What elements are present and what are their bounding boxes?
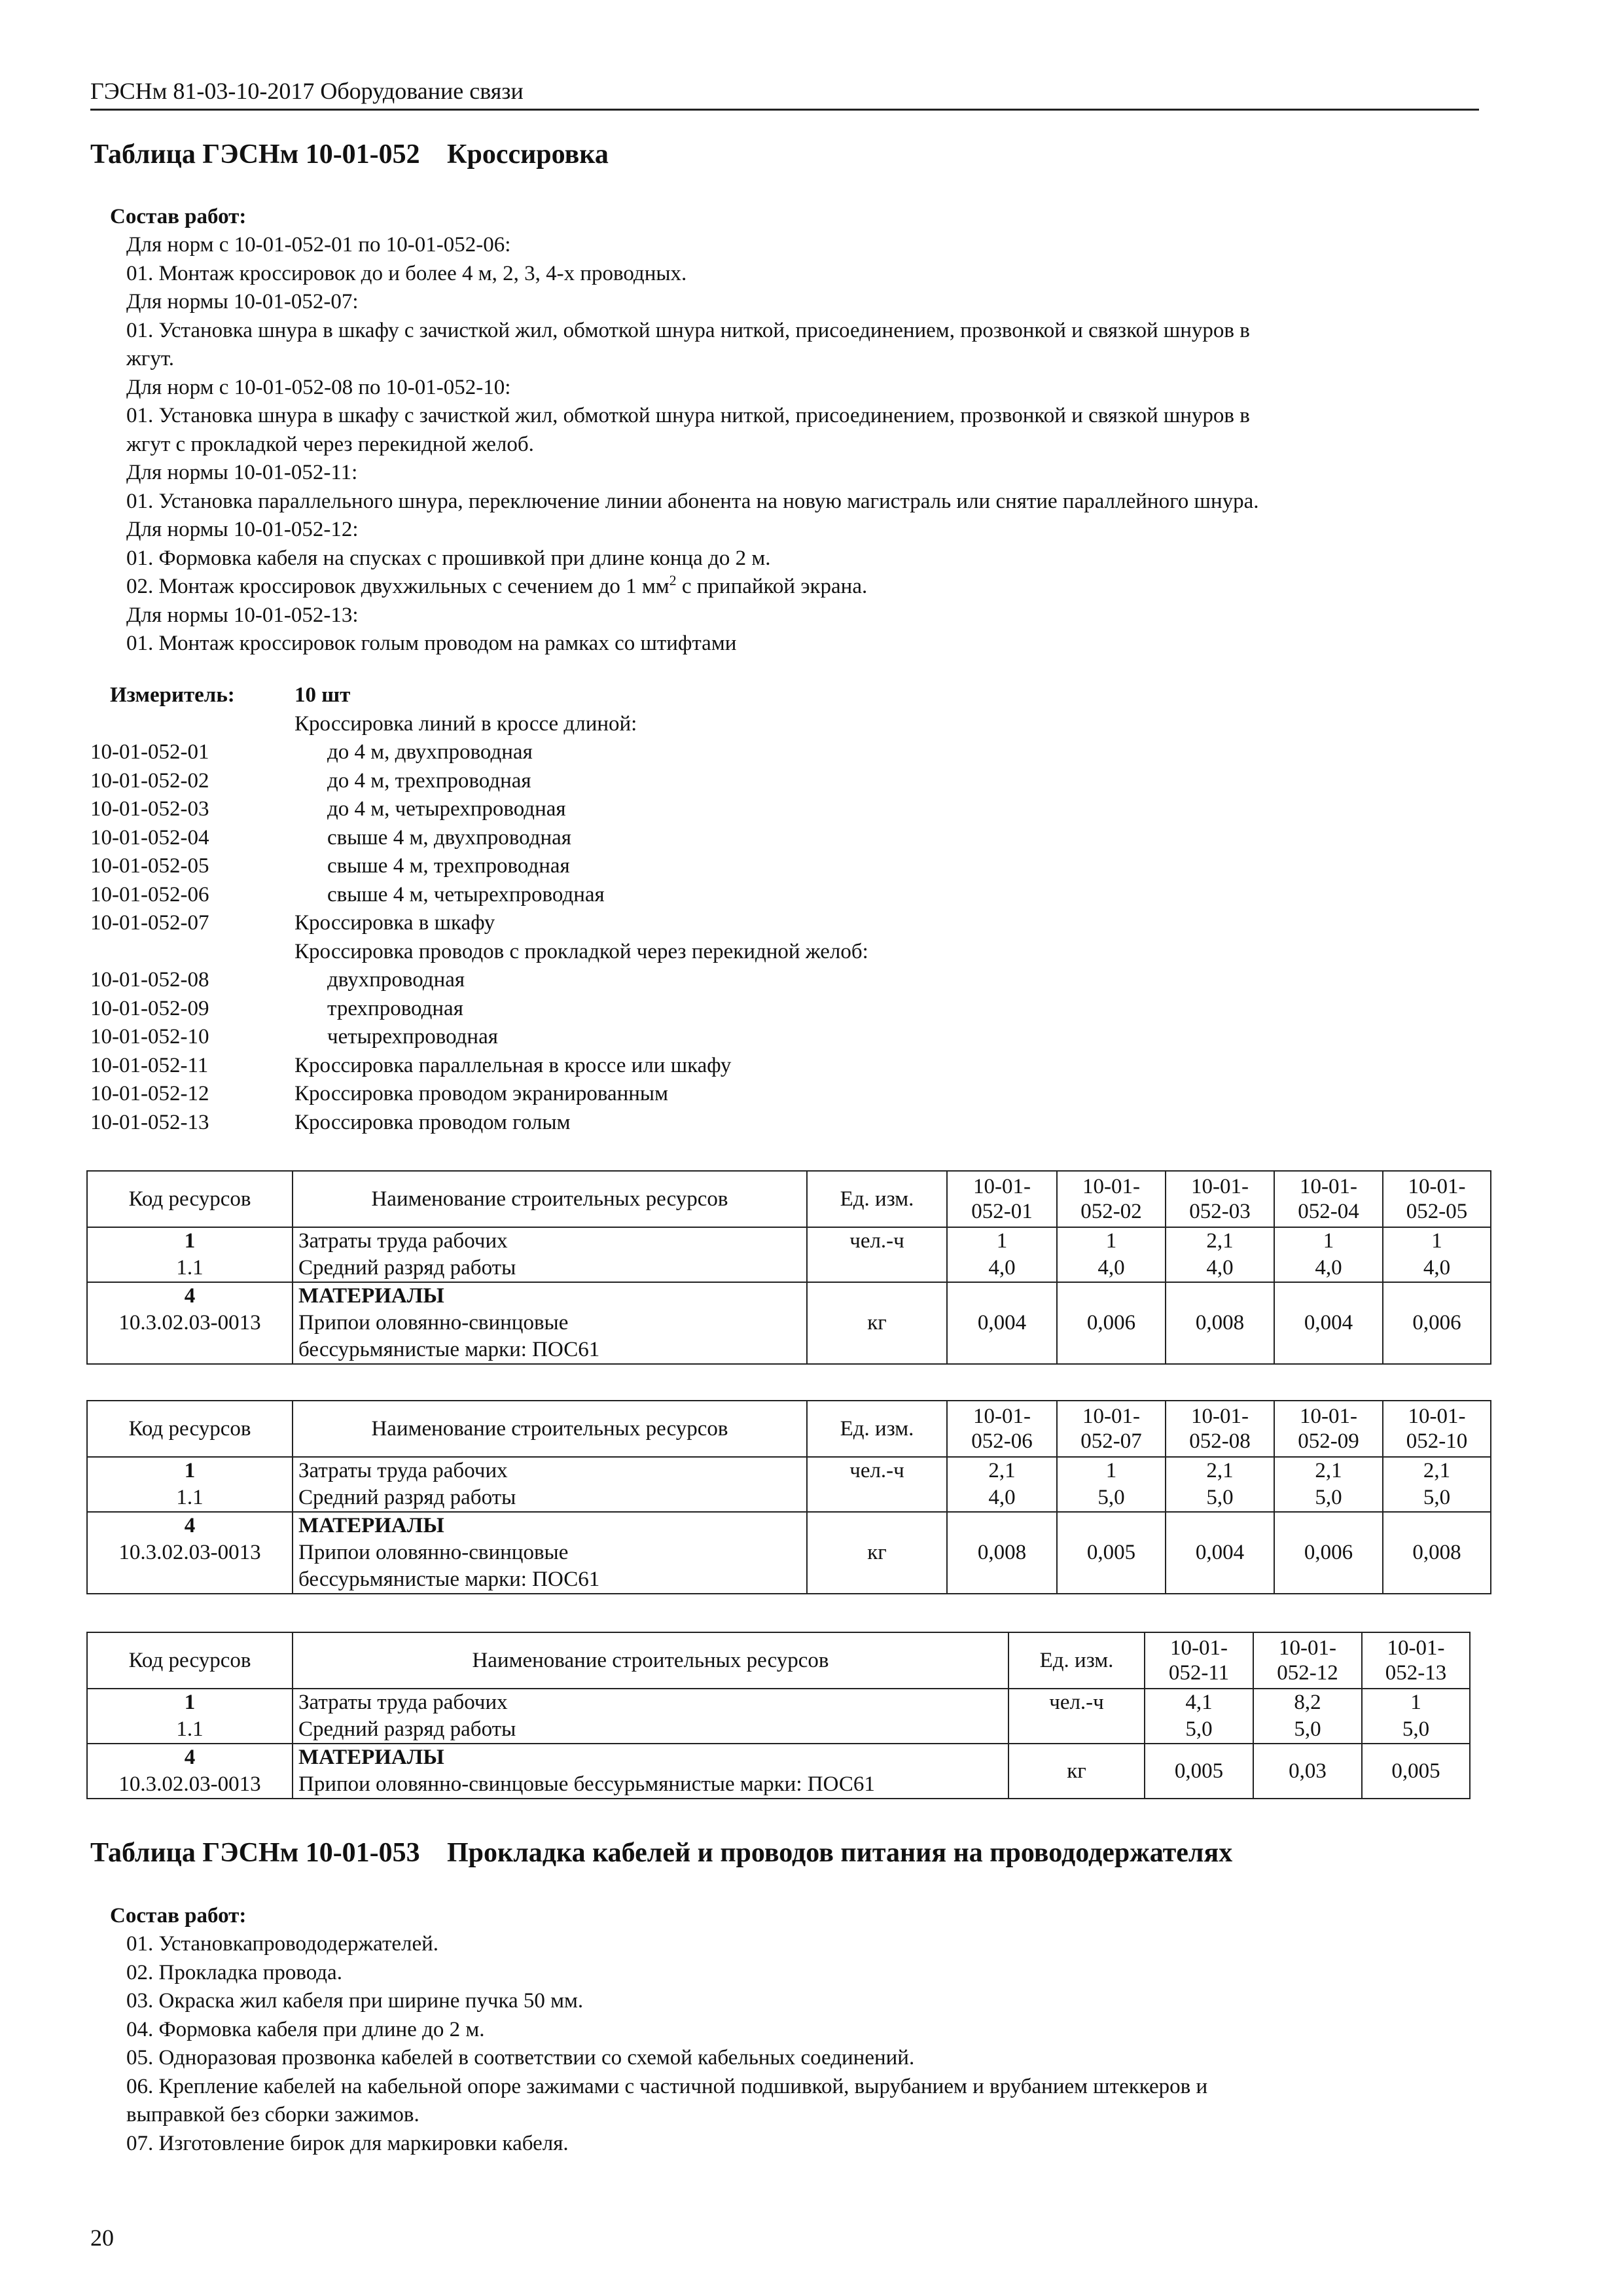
measures-list [90,683,1465,1139]
resource-name-line: Припои оловянно-свинцовые [298,1541,569,1564]
resource-table-3 [86,1632,1471,1799]
resource-name: МАТЕРИАЛЫ [293,1512,807,1539]
norm-code-part-b: 052-03 [1189,1200,1251,1223]
material-value: 0,005 [1057,1512,1166,1594]
labor-value: 2,1 [1166,1457,1274,1484]
resource-code: 1.1 [87,1484,293,1512]
table-name: Прокладка кабелей и проводов питания на провододержателях [447,1838,1233,1868]
composition-lines-053 [126,1930,1207,2158]
col-header-norm [947,1171,1057,1227]
measure-code: 10-01-052-06 [90,882,209,906]
norm-code-part-b: 052-13 [1385,1661,1447,1685]
resource-name [293,1310,807,1364]
table-title-10-01-053 [90,1837,1232,1869]
resource-unit: чел.-ч [807,1227,947,1255]
measure-row [90,1082,1465,1111]
composition-line: 01. Монтаж кроссировок до и более 4 м, 2, 3, 4-х проводных. [126,261,687,285]
norm-code-part-b: 052-11 [1168,1661,1230,1685]
norm-code-part-a: 10-01- [1300,1405,1357,1428]
labor-value: 2,1 [1166,1227,1274,1255]
norm-code-part-b: 052-05 [1406,1200,1468,1223]
resource-code: 1.1 [87,1255,293,1282]
labor-row [87,1689,1470,1716]
composition-line: Для нормы 10-01-052-07: [126,290,359,314]
material-value: 0,005 [1145,1744,1253,1799]
measure-desc: до 4 м, трехпроводная [327,768,531,793]
labor-value: 1 [947,1227,1057,1255]
norm-code-part-a: 10-01- [1279,1636,1336,1660]
measure-row [90,826,1465,855]
material-value: 0,004 [1166,1512,1274,1594]
grade-row [87,1716,1470,1744]
measure-code: 10-01-052-02 [90,768,209,793]
grade-value: 4,0 [947,1255,1057,1282]
grade-value: 5,0 [1383,1484,1491,1512]
measure-code: 10-01-052-03 [90,797,209,821]
resource-name: Припои оловянно-свинцовые бессурьмянистые марки: ПОС61 [293,1771,1008,1799]
resource-code: 10.3.02.03-0013 [87,1310,293,1364]
resource-unit: кг [1008,1744,1145,1799]
measure-code: 10-01-052-10 [90,1025,209,1049]
col-header-unit: Ед. изм. [807,1171,947,1227]
resource-unit: кг [807,1512,947,1594]
norm-code-part-a: 10-01- [1082,1175,1140,1198]
composition-line: 03. Окраска жил кабеля при ширине пучка 50 мм. [126,1989,584,2013]
measure-desc: двухпроводная [327,968,465,992]
material-value: 0,006 [1274,1512,1383,1594]
norm-code-part-a: 10-01- [1300,1175,1357,1198]
measure-desc: Кроссировка проводов с прокладкой через перекидной желоб: [294,939,868,963]
resource-code: 4 [87,1282,293,1310]
grade-value: 5,0 [1057,1484,1166,1512]
col-header-unit: Ед. изм. [807,1401,947,1457]
measure-desc: четырехпроводная [327,1025,498,1049]
col-header-unit: Ед. изм. [1008,1632,1145,1689]
composition-line: 02. Прокладка провода. [126,1960,342,1984]
measure-desc: свыше 4 м, двухпроводная [327,825,571,850]
col-header-code: Код ресурсов [87,1632,293,1689]
col-header-norm [1274,1171,1383,1227]
resource-table-2 [86,1400,1491,1594]
material-value: 0,008 [1166,1282,1274,1364]
composition-label: Состав работ: [110,1904,247,1928]
measure-code: 10-01-052-04 [90,825,209,850]
materials-header-row [87,1512,1491,1539]
measure-desc: свыше 4 м, четырехпроводная [327,882,605,906]
measure-row [90,1111,1465,1139]
composition-line: Для нормы 10-01-052-12: [126,518,359,541]
resource-code: 1 [87,1227,293,1255]
norm-code-part-b: 052-06 [971,1429,1033,1453]
resource-name-line: Припои оловянно-свинцовые [298,1311,569,1335]
measure-header-row [90,683,1465,712]
resource-unit [1008,1716,1145,1744]
col-header-norm [1166,1171,1274,1227]
material-value: 0,03 [1253,1744,1362,1799]
composition-line: 01. Установка параллельного шнура, переключение линии абонента на новую магистраль или снятие параллейного шнура. [126,489,1259,513]
norm-code-part-a: 10-01- [973,1405,1031,1428]
composition-line-text: 02. Монтаж кроссировок двухжильных с сечением до 1 мм [126,575,669,598]
col-header-norm [1253,1632,1362,1689]
measure-code: 10-01-052-05 [90,854,209,878]
grade-value: 4,0 [1057,1255,1166,1282]
grade-value: 4,0 [1383,1255,1491,1282]
measure-desc: Кроссировка параллельная в кроссе или шкафу [294,1053,732,1077]
labor-value: 2,1 [1383,1457,1491,1484]
resource-name: Средний разряд работы [293,1716,1008,1744]
grade-row [87,1255,1491,1282]
measure-row [90,968,1465,997]
composition-line: 01. Установкапровододержателей. [126,1932,439,1956]
header-row [87,1171,1491,1227]
measure-desc: Кроссировка в шкафу [294,911,495,935]
labor-value: 4,1 [1145,1689,1253,1716]
col-header-norm [1383,1401,1491,1457]
composition-line: 04. Формовка кабеля при длине до 2 м. [126,2017,485,2041]
composition-line: жгут. [126,347,175,370]
measure-row [90,1025,1465,1054]
col-header-code: Код ресурсов [87,1401,293,1457]
header-rule [90,109,1479,111]
composition-block-053 [110,1902,246,1931]
labor-value: 2,1 [1274,1457,1383,1484]
composition-label: Состав работ: [110,205,247,228]
composition-line: выправкой без сборки зажимов. [126,2103,419,2126]
material-value: 0,008 [947,1512,1057,1594]
resource-name: Затраты труда рабочих [293,1689,1008,1716]
composition-line: 05. Одноразовая прозвонка кабелей в соответствии со схемой кабельных соединений. [126,2046,915,2070]
composition-line: 07. Изготовление бирок для маркировки кабеля. [126,2131,569,2155]
header-row [87,1401,1491,1457]
norm-code-part-a: 10-01- [1387,1636,1445,1660]
material-value: 0,004 [1274,1282,1383,1364]
labor-value: 2,1 [947,1457,1057,1484]
grade-value: 5,0 [1253,1716,1362,1744]
material-value: 0,006 [1057,1282,1166,1364]
composition-lines-052 [126,231,1259,658]
composition-line: 01. Установка шнура в шкафу с зачисткой жил, обмоткой шнура ниткой, присоединением, прозвонкой и связкой шнуров в [126,404,1250,427]
resource-name: МАТЕРИАЛЫ [293,1744,1008,1771]
grade-row [87,1484,1491,1512]
measure-desc: трехпроводная [327,996,463,1020]
resource-unit: чел.-ч [807,1457,947,1484]
col-header-code: Код ресурсов [87,1171,293,1227]
col-header-name: Наименование строительных ресурсов [293,1632,1008,1689]
grade-value: 4,0 [1274,1255,1383,1282]
measure-code: 10-01-052-07 [90,911,209,935]
measure-desc: Кроссировка линий в кроссе длиной: [294,711,637,736]
table-name: Кроссировка [447,139,609,170]
labor-value: 1 [1057,1457,1166,1484]
measure-desc: до 4 м, четырехпроводная [327,797,566,821]
resource-name: Средний разряд работы [293,1255,807,1282]
composition-line-text: с припайкой экрана. [676,575,868,598]
composition-line [126,573,1259,601]
measure-desc: свыше 4 м, трехпроводная [327,854,570,878]
measure-desc: Кроссировка проводом голым [294,1110,571,1134]
page-number: 20 [90,2225,114,2251]
norm-code-part-a: 10-01- [1170,1636,1228,1660]
measure-row [90,911,1465,940]
resource-name-line: бессурьмянистые марки: ПОС61 [298,1568,600,1591]
composition-line: Для нормы 10-01-052-13: [126,603,359,627]
measure-desc: Кроссировка проводом экранированным [294,1082,668,1105]
col-header-norm [1057,1171,1166,1227]
superscript: 2 [669,572,677,588]
material-value: 0,004 [947,1282,1057,1364]
resource-code: 10.3.02.03-0013 [87,1539,293,1594]
resource-unit [807,1255,947,1282]
measure-code: 10-01-052-08 [90,968,209,992]
table-number: Таблица ГЭСНм 10-01-053 [90,1838,420,1868]
measure-code: 10-01-052-09 [90,996,209,1020]
norm-code-part-b: 052-10 [1406,1429,1468,1453]
grade-value: 5,0 [1362,1716,1470,1744]
norm-code-part-b: 052-01 [971,1200,1033,1223]
grade-value: 4,0 [947,1484,1057,1512]
composition-line: Для норм с 10-01-052-08 по 10-01-052-10: [126,375,511,399]
materials-header-row [87,1282,1491,1310]
header-row [87,1632,1470,1689]
measure-row [90,940,1465,969]
resource-name-line: бессурьмянистые марки: ПОС61 [298,1338,600,1361]
grade-value: 5,0 [1166,1484,1274,1512]
resource-code: 4 [87,1744,293,1771]
measure-row [90,769,1465,798]
norm-code-part-b: 052-02 [1080,1200,1142,1223]
resource-code: 1.1 [87,1716,293,1744]
norm-code-part-a: 10-01- [1082,1405,1140,1428]
resource-name: Затраты труда рабочих [293,1457,807,1484]
col-header-norm [1383,1171,1491,1227]
labor-value: 1 [1362,1689,1470,1716]
grade-value: 4,0 [1166,1255,1274,1282]
measure-code: 10-01-052-01 [90,740,209,764]
measure-row [90,997,1465,1026]
resource-unit: чел.-ч [1008,1689,1145,1716]
resource-name: МАТЕРИАЛЫ [293,1282,807,1310]
col-header-name: Наименование строительных ресурсов [293,1171,807,1227]
composition-line: 01. Установка шнура в шкафу с зачисткой жил, обмоткой шнура ниткой, присоединением, прозвонкой и связкой шнуров в [126,318,1250,342]
composition-line: жгут с прокладкой через перекидной желоб. [126,432,534,456]
resource-code: 10.3.02.03-0013 [87,1771,293,1799]
norm-code-part-a: 10-01- [1408,1405,1466,1428]
resource-name: Затраты труда рабочих [293,1227,807,1255]
composition-line: Для нормы 10-01-052-11: [126,461,358,484]
measure-code: 10-01-052-11 [90,1053,209,1077]
composition-line: 06. Крепление кабелей на кабельной опоре зажимами с частичной подшивкой, вырубанием и врубанием штеккеров и [126,2074,1208,2098]
composition-block-052 [110,203,246,232]
material-value: 0,008 [1383,1512,1491,1594]
composition-line: 01. Монтаж кроссировок голым проводом на рамках со штифтами [126,632,737,655]
norm-code-part-a: 10-01- [973,1175,1031,1198]
col-header-norm [1166,1401,1274,1457]
resource-unit [807,1484,947,1512]
norm-code-part-b: 052-07 [1080,1429,1142,1453]
norm-code-part-b: 052-12 [1277,1661,1338,1685]
measure-desc: до 4 м, двухпроводная [327,740,533,764]
col-header-norm [1274,1401,1383,1457]
grade-value: 5,0 [1274,1484,1383,1512]
labor-row [87,1457,1491,1484]
resource-code: 1 [87,1689,293,1716]
running-header: ГЭСНм 81-03-10-2017 Оборудование связи [90,78,524,104]
resource-table-1 [86,1170,1491,1365]
labor-value: 1 [1383,1227,1491,1255]
col-header-name: Наименование строительных ресурсов [293,1401,807,1457]
resource-code: 1 [87,1457,293,1484]
labor-value: 1 [1057,1227,1166,1255]
material-value: 0,005 [1362,1744,1470,1799]
resource-code: 4 [87,1512,293,1539]
labor-value: 8,2 [1253,1689,1362,1716]
measure-row [90,797,1465,826]
labor-value: 1 [1274,1227,1383,1255]
resource-name [293,1539,807,1594]
measure-code: 10-01-052-12 [90,1082,209,1105]
material-value: 0,006 [1383,1282,1491,1364]
col-header-norm [1145,1632,1253,1689]
composition-line: Для норм с 10-01-052-01 по 10-01-052-06: [126,233,511,257]
composition-line: 01. Формовка кабеля на спусках с прошивкой при длине конца до 2 м. [126,546,771,570]
measure-code: 10-01-052-13 [90,1110,209,1134]
col-header-norm [1362,1632,1470,1689]
table-number: Таблица ГЭСНм 10-01-052 [90,139,420,170]
labor-row [87,1227,1491,1255]
col-header-norm [1057,1401,1166,1457]
col-header-norm [947,1401,1057,1457]
norm-code-part-b: 052-04 [1298,1200,1359,1223]
norm-code-part-b: 052-08 [1189,1429,1251,1453]
measure-row [90,1054,1465,1083]
norm-code-part-b: 052-09 [1298,1429,1359,1453]
grade-value: 5,0 [1145,1716,1253,1744]
measure-row [90,712,1465,741]
norm-code-part-a: 10-01- [1191,1175,1249,1198]
norm-code-part-a: 10-01- [1408,1175,1466,1198]
measure-row [90,854,1465,883]
measure-label: Измеритель: [110,683,235,707]
measure-row [90,740,1465,769]
measure-row [90,883,1465,912]
measure-unit: 10 шт [294,683,351,707]
norm-code-part-a: 10-01- [1191,1405,1249,1428]
table-title-10-01-052 [90,139,609,170]
resource-unit: кг [807,1282,947,1364]
materials-header-row [87,1744,1470,1771]
resource-name: Средний разряд работы [293,1484,807,1512]
